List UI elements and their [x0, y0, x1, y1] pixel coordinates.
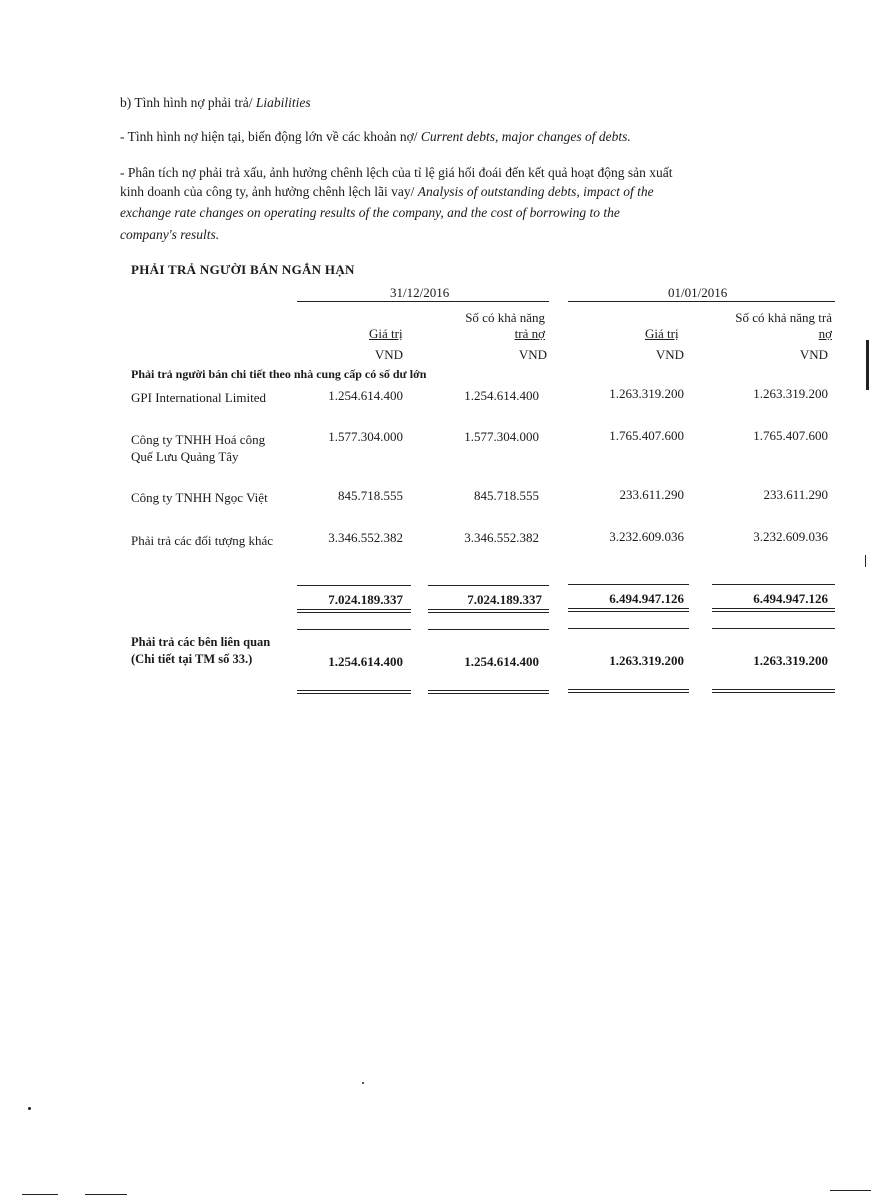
scan-edge-tick: [865, 555, 866, 567]
scan-line-bottom-2: [85, 1194, 127, 1195]
total-value-4: 6.494.947.126: [753, 591, 828, 606]
col-header-value-1: [369, 326, 403, 342]
scan-line-bottom-3: [830, 1190, 871, 1191]
section-label: Phải trả người bán chi tiết theo nhà cung cấp có số dư lớn: [131, 367, 427, 381]
row-2-value-2: 1.577.304.000: [464, 429, 539, 444]
row-4-value-1: 3.346.552.382: [328, 530, 403, 545]
row-2-label: [131, 431, 265, 465]
period-header-2016-start: 01/01/2016: [668, 285, 728, 300]
related-label-line1: Phải trả các bên liên quan: [131, 635, 271, 649]
related-rule-top-1: [297, 629, 411, 630]
col-header-payable-1-line2-text: trả nợ: [514, 326, 545, 341]
analysis-line-1: - Phân tích nợ phải trả xấu, ảnh hưởng chênh lệch của tỉ lệ giá hối đoái đến kết quả hoạt động sản xuất: [120, 165, 673, 180]
row-1-value-3: 1.263.319.200: [609, 386, 684, 401]
current-debts-vi: - Tình hình nợ hiện tại, biến động lớn về các khoản nợ/: [120, 129, 421, 144]
col-header-payable-2-line2-text: nợ: [818, 326, 832, 341]
row-2-value-3: 1.765.407.600: [609, 428, 684, 443]
row-4-value-3: 3.232.609.036: [609, 529, 684, 544]
total-double-rule-1: [297, 609, 411, 613]
col-header-value-1-text: Giá trị: [369, 326, 403, 341]
related-rule-top-3: [568, 628, 689, 629]
analysis-line-3: exchange rate changes on operating results of the company, and the cost of borrowing to the: [120, 205, 620, 220]
row-1-label: GPI International Limited: [131, 390, 267, 405]
row-2-label-line2: Quế Lưu Quảng Tây: [131, 449, 239, 464]
col-header-payable-2-line2: [710, 326, 832, 342]
period-header-2016-end: 31/12/2016: [390, 285, 450, 300]
row-3-value-3: 233.611.290: [619, 487, 684, 502]
analysis-line-2-vi: kinh doanh của công ty, ảnh hưởng chênh lệch lãi vay/: [120, 184, 418, 199]
row-4-label: Phải trả các đối tượng khác: [131, 533, 274, 548]
currency-col-4: VND: [799, 347, 828, 362]
related-value-2: 1.254.614.400: [464, 654, 539, 669]
total-double-rule-4: [712, 608, 835, 612]
total-double-rule-2: [428, 609, 549, 613]
col-header-value-2: [645, 326, 679, 342]
row-1-value-1: 1.254.614.400: [328, 388, 403, 403]
col-header-payable-1-line1: Số có khả năng: [465, 310, 545, 325]
row-3-value-4: 233.611.290: [763, 487, 828, 502]
total-rule-top-1: [297, 585, 411, 586]
col-header-value-2-text: Giá trị: [645, 326, 679, 341]
row-4-value-4: 3.232.609.036: [753, 529, 828, 544]
liabilities-heading: [120, 92, 311, 114]
period-underline-2: [568, 301, 835, 302]
row-2-value-4: 1.765.407.600: [753, 428, 828, 443]
related-double-rule-3: [568, 689, 689, 693]
table-title: PHẢI TRẢ NGƯỜI BÁN NGẮN HẠN: [131, 262, 355, 277]
related-rule-top-2: [428, 629, 549, 630]
total-value-2: 7.024.189.337: [467, 592, 542, 607]
row-1-value-2: 1.254.614.400: [464, 388, 539, 403]
row-2-label-line1: Công ty TNHH Hoá công: [131, 432, 266, 447]
col-header-payable-2-line1: Số có khả năng trả: [735, 310, 832, 325]
related-value-1: 1.254.614.400: [328, 654, 403, 669]
period-underline-1: [297, 301, 549, 302]
row-2-value-1: 1.577.304.000: [328, 429, 403, 444]
col-header-payable-2: [710, 310, 832, 342]
row-3-value-2: 845.718.555: [474, 488, 539, 503]
currency-col-3: VND: [655, 347, 684, 362]
current-debts-bullet: [120, 126, 631, 148]
related-value-3: 1.263.319.200: [609, 653, 684, 668]
analysis-line-2: [120, 181, 654, 203]
row-4-value-2: 3.346.552.382: [464, 530, 539, 545]
related-double-rule-4: [712, 689, 835, 693]
total-value-1: 7.024.189.337: [328, 592, 403, 607]
total-rule-top-3: [568, 584, 689, 585]
row-3-value-1: 845.718.555: [338, 488, 403, 503]
liabilities-heading-vi: b) Tình hình nợ phải trả/: [120, 95, 256, 110]
analysis-line-4: company's results.: [120, 227, 220, 242]
current-debts-en: Current debts, major changes of debts.: [420, 129, 631, 144]
scan-line-bottom-1: [22, 1194, 58, 1195]
related-rule-top-4: [712, 628, 835, 629]
related-label: [131, 634, 270, 668]
scan-dot-left: [28, 1107, 31, 1110]
scan-dot-center: [362, 1082, 364, 1084]
total-rule-top-2: [428, 585, 549, 586]
row-1-value-4: 1.263.319.200: [753, 386, 828, 401]
related-double-rule-2: [428, 690, 549, 694]
col-header-payable-1: [445, 310, 545, 342]
total-rule-top-4: [712, 584, 835, 585]
row-3-label: Công ty TNHH Ngọc Việt: [131, 490, 268, 505]
scan-edge-mark: [866, 340, 869, 390]
currency-col-2: VND: [518, 347, 547, 362]
analysis-line-2-en: Analysis of outstanding debts, impact of the: [417, 184, 654, 199]
currency-col-1: VND: [374, 347, 403, 362]
related-label-line2: (Chi tiết tại TM số 33.): [131, 652, 253, 666]
total-value-3: 6.494.947.126: [609, 591, 684, 606]
related-value-4: 1.263.319.200: [753, 653, 828, 668]
related-double-rule-1: [297, 690, 411, 694]
col-header-payable-1-line2: [445, 326, 545, 342]
liabilities-heading-en: Liabilities: [255, 95, 311, 110]
total-double-rule-3: [568, 608, 689, 612]
